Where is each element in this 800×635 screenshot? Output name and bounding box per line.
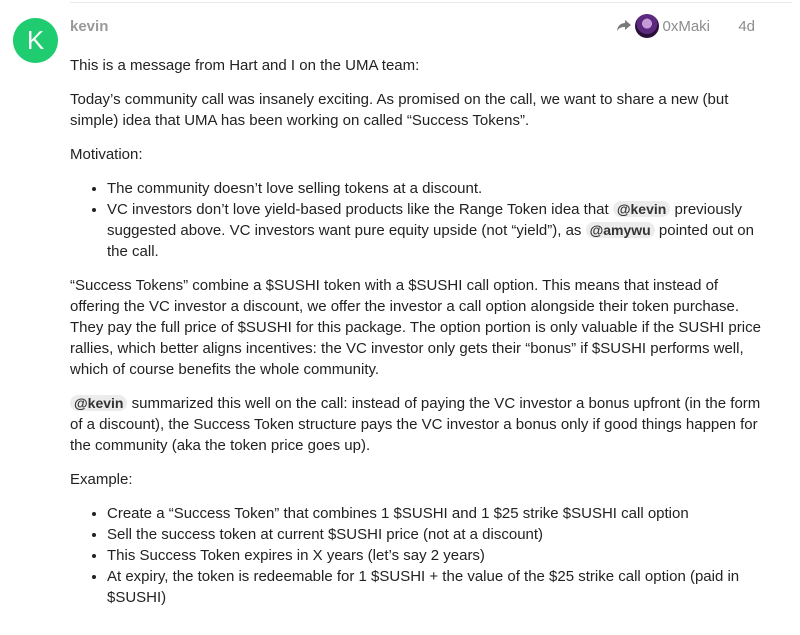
top-divider <box>70 2 792 3</box>
example-label: Example: <box>70 471 133 488</box>
paragraph-2: “Success Tokens” combine a $SUSHI token with a $SUSHI call option. This means that instead of offering the VC investor a discount, we offer the investor a call option alongside their token purchase. They pay the full price of $SUSHI for this package. The option portion is only valuable if the SUSHI price rallies, which better aligns incentives: the VC investor only gets their “bonus” if $SUSHI performs well, which of course benefits the whole community. <box>70 277 761 378</box>
paragraph-3-text: summarized this well on the call: instead of paying the VC investor a bonus upfront (in the form of a discount), the Success Token structure pays the VC investor a bonus only if good things happen for the community (aka the token price goes up). <box>70 395 761 454</box>
paragraph-3 <box>70 393 770 456</box>
reply-to[interactable] <box>616 14 710 38</box>
list-item: • At expiry, the token is redeemable for 1 $SUSHI + the value of the $25 strike call option (paid in $SUSHI) <box>107 566 770 608</box>
reply-user-avatar <box>635 14 659 38</box>
list-item: • This Success Token expires in X years (let’s say 2 years) <box>107 545 770 566</box>
paragraph-1: Today’s community call was insanely exciting. As promised on the call, we want to share a new (but simple) idea that UMA has been working on called “Success Tokens”. <box>70 91 729 129</box>
example-list <box>70 503 770 608</box>
list-item <box>107 199 770 262</box>
list-text: pointed out on the call. <box>107 222 754 260</box>
list-item: • Sell the success token at current $SUSHI price (not at a discount) <box>107 524 770 545</box>
author-name[interactable]: kevin <box>70 18 109 35</box>
motivation-label: Motivation: <box>70 146 143 163</box>
list-item: • The community doesn’t love selling tokens at a discount. <box>107 178 770 199</box>
reply-arrow-icon <box>616 19 632 33</box>
post-body <box>70 55 770 621</box>
motivation-list <box>70 178 770 262</box>
mention-amywu[interactable]: @amywu <box>586 222 655 238</box>
author-avatar[interactable]: K <box>13 18 58 63</box>
reply-user-name[interactable]: 0xMaki <box>662 17 710 35</box>
mention-kevin[interactable]: @kevin <box>70 395 127 411</box>
intro-paragraph: This is a message from Hart and I on the UMA team: <box>70 57 420 74</box>
list-text: VC investors don’t love yield-based products like the Range Token idea that <box>107 201 613 218</box>
post-age[interactable]: 4d <box>738 18 755 35</box>
list-item: • Create a “Success Token” that combines 1 $SUSHI and 1 $25 strike $SUSHI call option <box>107 503 770 524</box>
list-text: previously suggested above. VC investors want pure equity upside (not “yield”), as <box>107 201 743 239</box>
mention-kevin[interactable]: @kevin <box>613 201 670 217</box>
